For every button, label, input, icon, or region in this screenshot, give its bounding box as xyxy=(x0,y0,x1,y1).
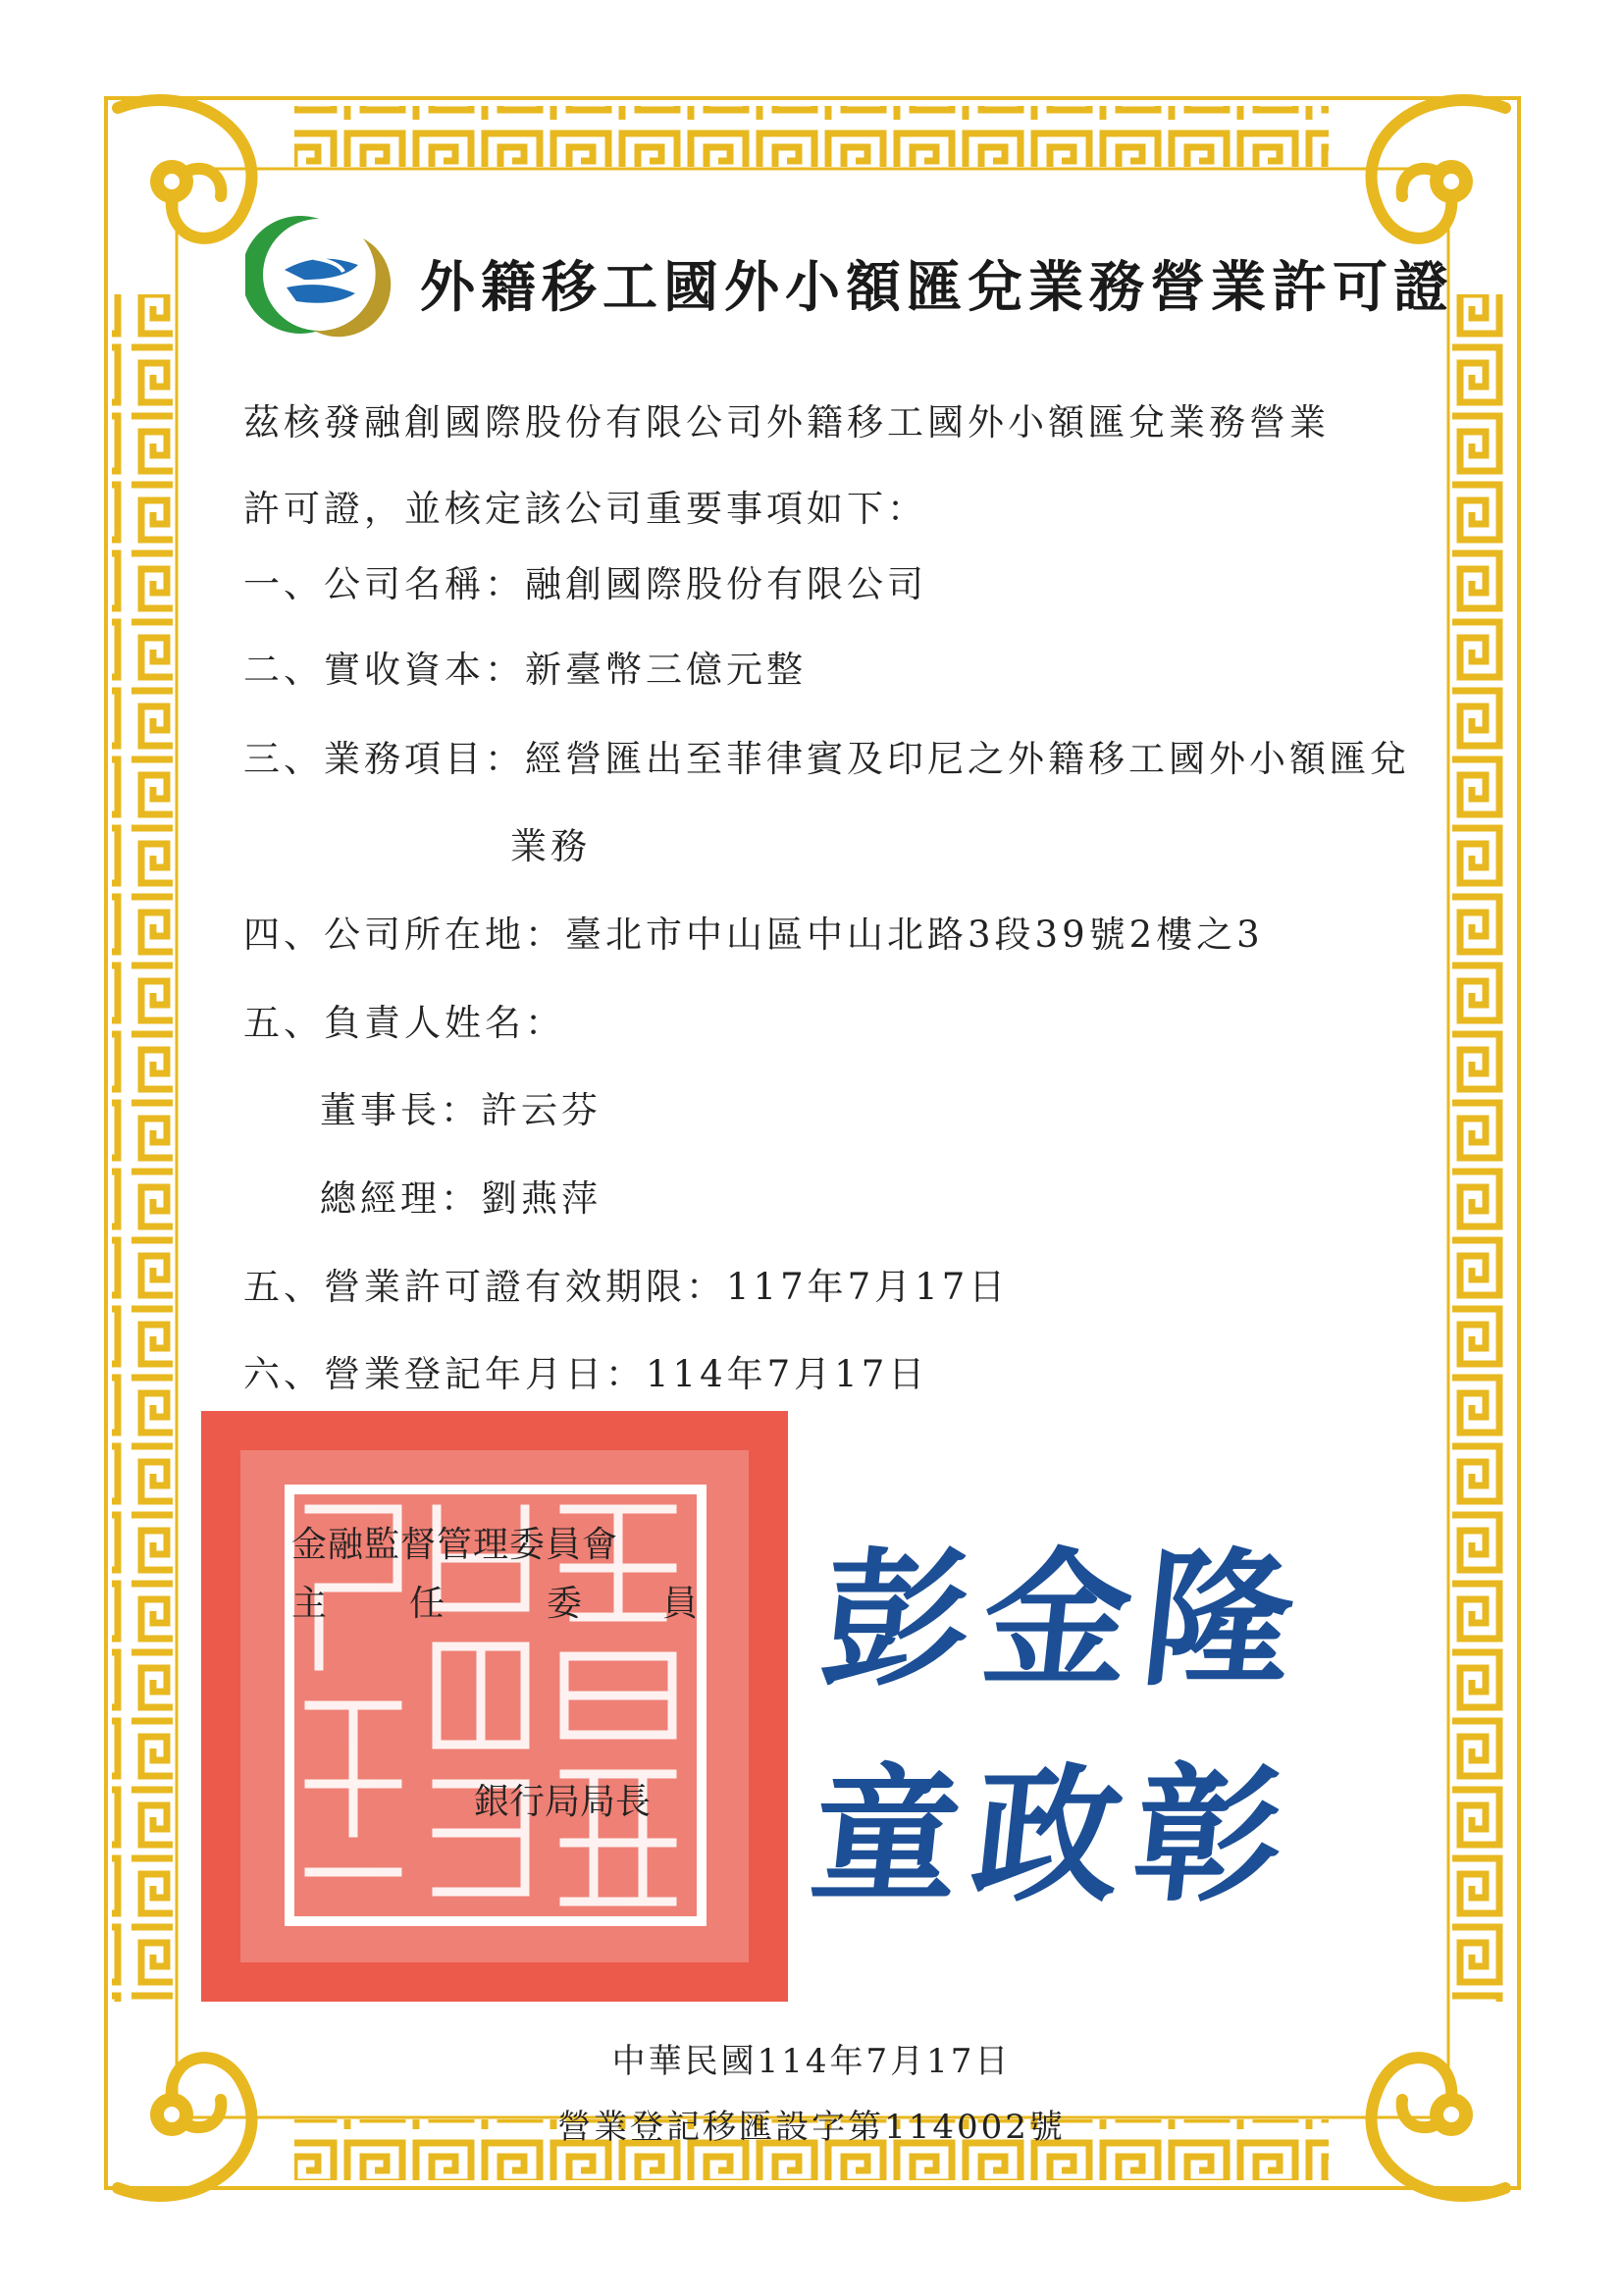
seal-title-char-1: 主 xyxy=(291,1584,328,1624)
signature-bureau-director: 童政彰 xyxy=(804,1749,1305,1922)
item-registration-date: 六、營業登記年月日：114年7月17日 xyxy=(243,1353,929,1395)
certificate-title: 外籍移工國外小額匯兌業務營業許可證 xyxy=(420,255,1454,320)
item-business-scope: 三、業務項目：經營匯出至菲律賓及印尼之外籍移工國外小額匯兌 xyxy=(243,738,1410,780)
signature-commissioner: 彭金隆 xyxy=(813,1534,1315,1706)
seal-org-name: 金融監督管理委員會 xyxy=(291,1525,619,1565)
general-manager-name: 總經理：劉燕萍 xyxy=(320,1177,602,1220)
issue-date: 中華民國114年7月17日 xyxy=(611,2042,1012,2081)
item-business-scope-cont: 業務 xyxy=(510,825,591,867)
official-signatures xyxy=(805,1482,1354,1943)
item-license-validity: 五、營業許可證有效期限：117年7月17日 xyxy=(243,1266,1010,1308)
intro-line-1: 茲核發融創國際股份有限公司外籍移工國外小額匯兌業務營業 xyxy=(243,401,1330,444)
seal-title-char-4: 員 xyxy=(662,1584,699,1624)
registration-number: 營業登記移匯設字第114002號 xyxy=(557,2108,1066,2147)
company-logo-icon xyxy=(245,211,393,339)
item-company-name: 一、公司名稱：融創國際股份有限公司 xyxy=(243,563,927,605)
item-responsible-persons: 五、負責人姓名： xyxy=(243,1002,565,1044)
seal-stamp-icon xyxy=(201,1411,788,2002)
item-company-address: 四、公司所在地：臺北市中山區中山北路3段39號2樓之3 xyxy=(243,913,1264,956)
official-red-seal xyxy=(201,1411,788,2002)
seal-title-char-3: 委 xyxy=(547,1584,583,1624)
chairman-name: 董事長：許云芬 xyxy=(320,1089,602,1131)
intro-line-2: 許可證，並核定該公司重要事項如下： xyxy=(243,488,927,530)
certificate-header xyxy=(245,211,1454,334)
seal-bureau-title: 銀行局局長 xyxy=(474,1782,652,1822)
seal-title-char-2: 任 xyxy=(409,1584,445,1624)
item-paid-in-capital: 二、實收資本：新臺幣三億元整 xyxy=(243,649,807,691)
